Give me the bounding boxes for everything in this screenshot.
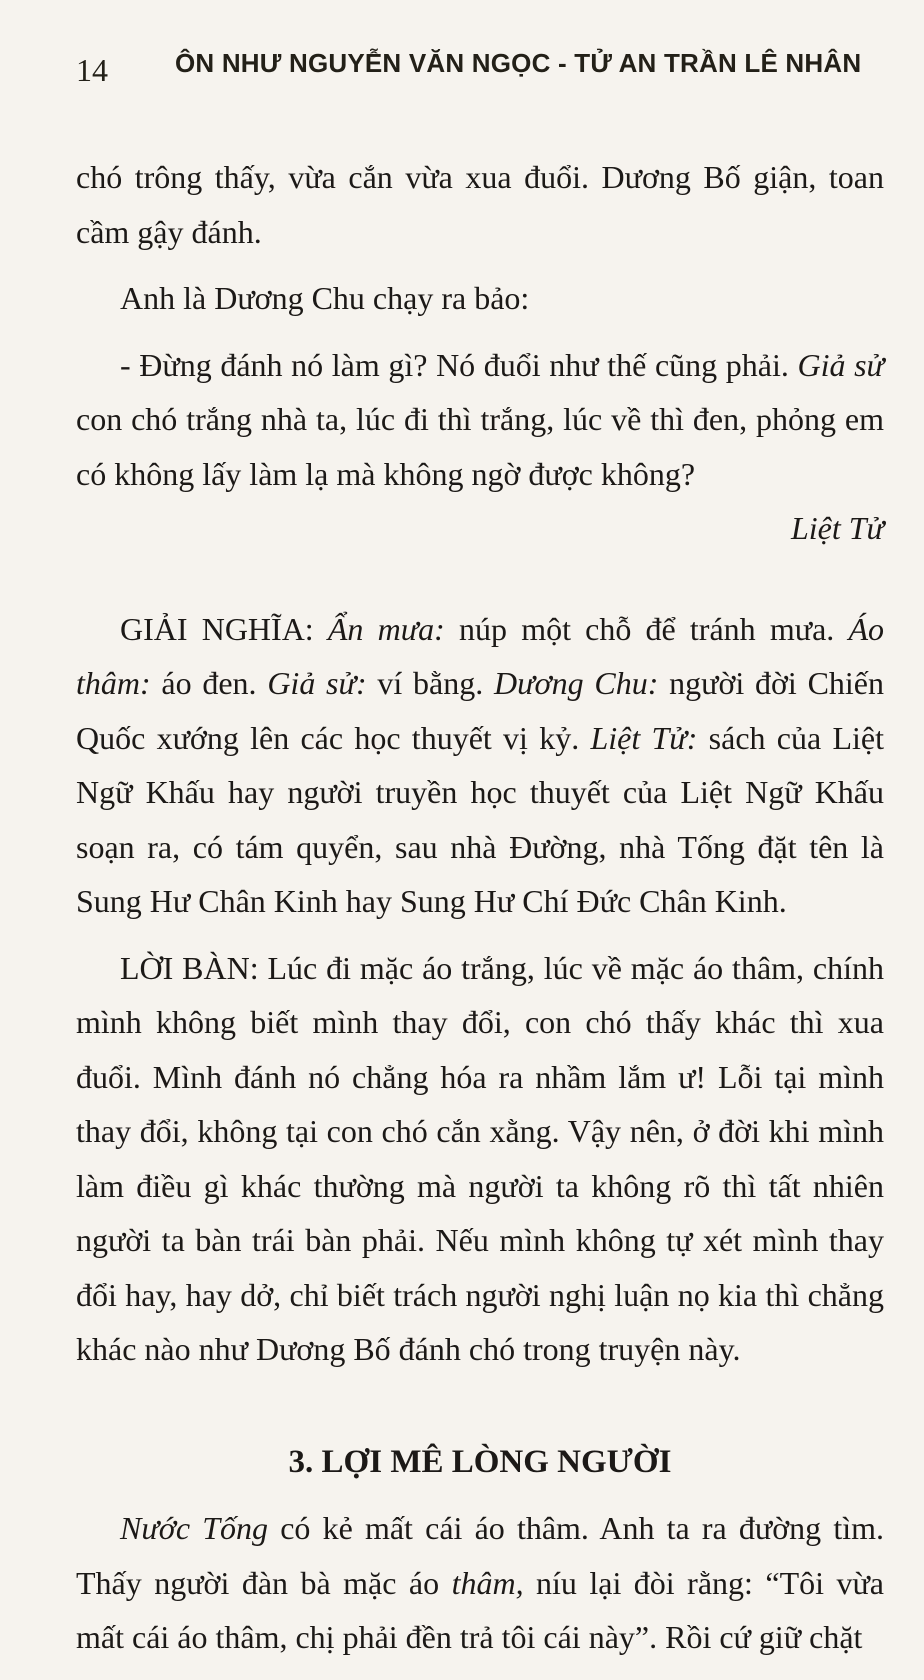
glossary-term: Ẩn mưa: <box>327 610 445 647</box>
glossary-term: Áo thâm: <box>76 610 885 701</box>
glossary-heading: GIẢI NGHĨA: <box>120 610 328 647</box>
page-header <box>0 42 924 88</box>
glossary-definition: áo đen. <box>150 665 268 701</box>
glossary-definition: người đời Chiến Quốc xướng lên các học thuyết vị kỷ. <box>76 665 885 756</box>
story-paragraph: Anh là Dương Chu chạy ra bảo: <box>120 280 530 316</box>
dialogue-text: con chó trắng nhà ta, lúc đi thì trắng, lúc về thì đen, phỏng em có không lấy làm lạ mà không ngờ được không? <box>76 401 884 492</box>
glossary-definition: núp một chỗ để tránh mưa. <box>444 610 849 647</box>
glossary-definition: sách của Liệt Ngữ Khấu hay người truyền học thuyết của Liệt Ngữ Khấu soạn ra, có tám quyển, sau nhà Đường, nhà Tống đặt tên là Sung Hư Chân Kinh hay Sung Hư Chí Đức Chân Kinh. <box>76 719 885 919</box>
section-term: Nước Tống <box>120 1510 269 1546</box>
glossary-term: Dương Chu: <box>493 665 659 701</box>
dialogue-paragraph <box>76 338 884 502</box>
section-paragraph <box>76 1501 884 1665</box>
dialogue-term: Giả sử <box>797 346 885 383</box>
glossary-paragraph <box>76 602 884 929</box>
section-text: níu lại đòi rằng: “Tôi vừa mất cái áo thâm, chị phải đền trả tôi cái này”. Rồi cứ giữ chặt <box>76 1564 885 1655</box>
story-paragraph: chó trông thấy, vừa cắn vừa xua đuổi. Dương Bố giận, toan cầm gậy đánh. <box>76 159 884 250</box>
page-number: 14 <box>76 52 108 88</box>
running-title: ÔN NHƯ NGUYỄN VĂN NGỌC - TỬ AN TRẦN LÊ NHÂN <box>175 48 862 78</box>
section-text: có kẻ mất cái áo thâm. Anh ta ra đường tìm. Thấy người đàn bà mặc áo <box>76 1510 885 1601</box>
glossary-definition: ví bằng. <box>366 665 494 701</box>
section-term: thâm, <box>451 1564 524 1601</box>
section-title: 3. LỢI MÊ LÒNG NGƯỜI <box>288 1443 672 1480</box>
glossary-term: Giả sử: <box>267 665 367 701</box>
glossary-term: Liệt Tử: <box>590 719 698 756</box>
commentary-paragraph: LỜI BÀN: Lúc đi mặc áo trắng, lúc về mặc áo thâm, chính mình không biết mình thay đổi, con chó thấy khác thì xua đuổi. Mình đánh nó chẳng hóa ra nhầm lắm ư! Lỗi tại mình thay đổi, không tại con chó cắn xằng. Vậy nên, ở đời khi mình làm điều gì khác thường mà người ta không rõ thì tất nhiên người ta bàn trái bàn phải. Nếu mình không tự xét mình thay đổi hay, hay dở, chỉ biết trách người nghị luận nọ kia thì chẳng khác nào như Dương Bố đánh chó trong truyện này. <box>76 949 884 1367</box>
dialogue-text: - Đừng đánh nó làm gì? Nó đuổi như thế cũng phải. <box>120 346 798 383</box>
body-text <box>76 150 884 1665</box>
source-attribution: Liệt Tử <box>790 510 884 546</box>
